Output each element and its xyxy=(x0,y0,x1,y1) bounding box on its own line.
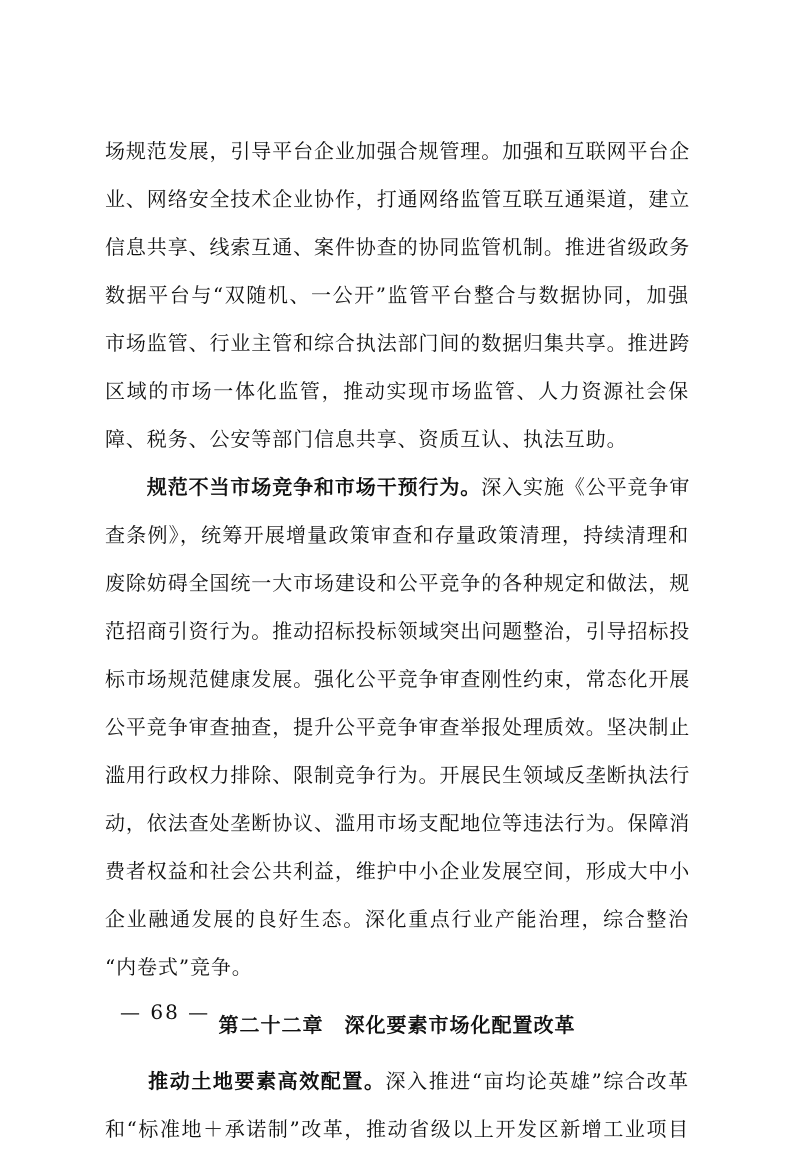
paragraph-fair-competition xyxy=(105,463,689,991)
paragraph-platform-regulation xyxy=(105,127,689,463)
chapter-heading: 第二十二章 深化要素市场化配置改革 xyxy=(218,1013,576,1037)
text-line: 查条例》，统筹开展增量政策审查和存量政策清理，持续清理和 xyxy=(105,523,689,547)
paragraph-lead-bold: 规范不当市场竞争和市场干预行为。 xyxy=(146,475,482,499)
text-line: 业、网络安全技术企业协作，打通网络监管互联互通渠道，建立 xyxy=(105,187,691,211)
text-line: 障、税务、公安等部门信息共享、资质互认、执法互助。 xyxy=(105,427,628,451)
text-line: “内卷式”竞争。 xyxy=(105,955,253,979)
text-line: 滥用行政权力排除、限制竞争行为。开展民生领域反垄断执法行 xyxy=(105,763,691,787)
text-line-first xyxy=(105,463,689,511)
page-number: — 68 — xyxy=(120,1000,211,1024)
text-line: 范招商引资行为。推动招标投标领域突出问题整治，引导招标投 xyxy=(105,619,691,643)
text-line: 标市场规范健康发展。强化公平竞争审查刚性约束，常态化开展 xyxy=(105,667,691,691)
text-line: 废除妨碍全国统一大市场建设和公平竞争的各种规定和做法，规 xyxy=(105,571,691,595)
paragraph-lead-rest: 深入推进“亩均论英雄”综合改革 xyxy=(385,1069,689,1093)
paragraph-land-allocation xyxy=(105,1057,689,1153)
text-line: 动，依法查处垄断协议、滥用市场支配地位等违法行为。保障消 xyxy=(105,811,691,835)
text-line: 信息共享、线索互通、案件协查的协同监管机制。推进省级政务 xyxy=(105,235,691,259)
text-line: 场规范发展，引导平台企业加强合规管理。加强和互联网平台企 xyxy=(105,139,691,163)
text-line: 和“标准地＋承诺制”改革，推动省级以上开发区新增工业项目 xyxy=(105,1117,689,1141)
paragraph-lead-bold: 推动土地要素高效配置。 xyxy=(148,1069,386,1093)
text-line: 公平竞争审查抽查，提升公平竞争审查举报处理质效。坚决制止 xyxy=(105,715,691,739)
text-line: 区域的市场一体化监管，推动实现市场监管、人力资源社会保 xyxy=(105,379,689,403)
paragraph-lead-rest: 深入实施《公平竞争审 xyxy=(481,475,691,499)
text-line: 市场监管、行业主管和综合执法部门间的数据归集共享。推进跨 xyxy=(105,331,691,355)
text-line: 企业融通发展的良好生态。深化重点行业产能治理，综合整治 xyxy=(105,907,689,931)
text-line-first xyxy=(105,1057,689,1105)
text-line: 费者权益和社会公共利益，维护中小企业发展空间，形成大中小 xyxy=(105,859,691,883)
text-line: 数据平台与“双随机、一公开”监管平台整合与数据协同，加强 xyxy=(105,283,689,307)
